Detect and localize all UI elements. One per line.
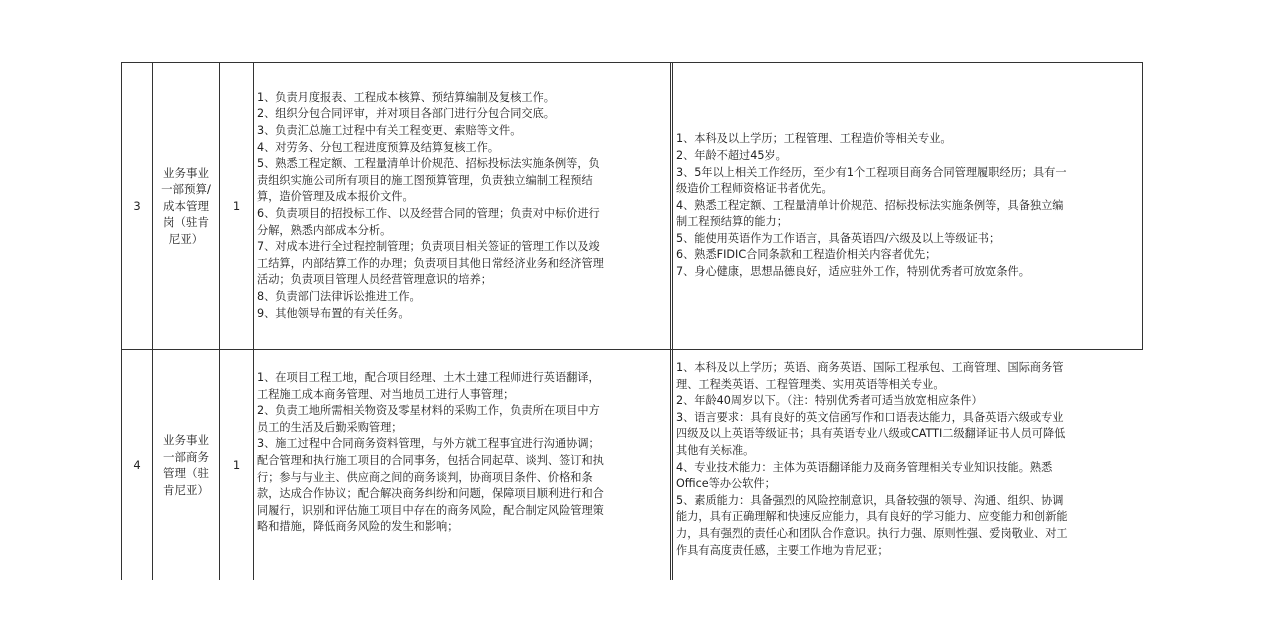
- row-number: 4: [133, 458, 141, 472]
- position-title: 业务事业 一部商务 管理（驻 肯尼亚）: [163, 433, 209, 497]
- col-border: [253, 62, 254, 580]
- table-row-4-count: [220, 350, 253, 580]
- row-number: 3: [133, 199, 141, 213]
- job-duties: 1、在项目工程工地，配合项目经理、土木土建工程师进行英语翻译， 工程施工成本商务管理、对当地员工进行人事管理； 2、负责工地所需相关物资及零星材料的采购工作，负责所在项目中方 员工的生活及后勤采购管理； 3、施工过程中合同商务资料管理，与外方就工程事宜进行沟通协调； 配合管理和执行施工项目的合同事务，包括合同起草、谈判、签订和执 行；参与与业主、供应商之间的商务谈判，协商项目条件、价格和条 款，达成合作协议；配合解决商务纠纷和问题，保障项目顺利进行和合 同履行，识别和评估施工项目中存在的商务风险，配合制定风险管理策 略和措施，降低商务风险的发生和影响；: [257, 371, 604, 534]
- table-row-3-requirements: [676, 63, 1138, 349]
- headcount: 1: [232, 199, 241, 213]
- col-border: [672, 62, 673, 580]
- col-border: [1142, 62, 1143, 349]
- table-row-4-duties: [257, 350, 669, 580]
- table-row-4-no: [122, 350, 152, 580]
- table-row-4-requirements: [676, 350, 1138, 580]
- headcount: 1: [232, 458, 241, 472]
- job-requirements: 1、本科及以上学历；英语、商务英语、国际工程承包、工商管理、国际商务管 理、工程类英语、工程管理类、实用英语等相关专业。 2、年龄40周岁以下。（注：特别优秀者可适当放宽相应条件） 3、语言要求：具有良好的英文信函写作和口语表达能力，具备英语六级或专业 四级及以上英语等级证书；具有英语专业八级或CATTI二级翻译证书人员可降低 其他有关标准。 4、专业技术能力：主体为英语翻译能力及商务管理相关专业知识技能。熟悉 Office等办公软件； 5、素质能力：具备强烈的风险控制意识，具备较强的领导、沟通、组织、协调 能力，具有正确理解和快速反应能力，具有良好的学习能力、应变能力和创新能 力，具有强烈的责任心和团队合作意识。执行力强、原则性强、爱岗敬业、对工 作具有高度责任感，主要工作地为肯尼亚；: [676, 361, 1068, 557]
- job-requirements: 1、本科及以上学历；工程管理、工程造价等相关专业。 2、年龄不超过45岁。 3、5年以上相关工作经历，至少有1个工程项目商务合同管理履职经历；具有一 级造价工程师资格证书者优先。 4、熟悉工程定额、工程量清单计价规范、招标投标法实施条例等，具备独立编 制工程预结算的能力； 5、能使用英语作为工作语言，具备英语四/六级及以上等级证书； 6、熟悉FIDIC合同条款和工程造价相关内容者优先； 7、身心健康，思想品德良好，适应驻外工作，特别优秀者可放宽条件。: [676, 132, 1067, 279]
- position-title: 业务事业 一部预算/ 成本管理 岗（驻肯 尼亚）: [161, 165, 211, 246]
- table-row-3-count: [220, 63, 253, 349]
- job-duties: 1、负责月度报表、工程成本核算、预结算编制及复核工作。 2、组织分包合同评审，并对项目各部门进行分包合同交底。 3、负责汇总施工过程中有关工程变更、索赔等文件。 4、对劳务、分包工程进度预算及结算复核工作。 5、熟悉工程定额、工程量清单计价规范、招标投标法实施条例等，负 责组织实施公司所有项目的施工图预算管理，负责独立编制工程预结 算，造价管理及成本报价文件。 6、负责项目的招投标工作、以及经营合同的管理；负责对中标价进行 分解，熟悉内部成本分析。 7、对成本进行全过程控制管理；负责项目相关签证的管理工作以及竣 工结算，内部结算工作的办理；负责项目其他日常经济业务和经济管理 活动；负责项目管理人员经营管理意识的培养； 8、负责部门法律诉讼推进工作。 9、其他领导布置的有关任务。: [257, 90, 604, 320]
- job-table: [121, 62, 1143, 580]
- table-row-4-position: [153, 350, 219, 580]
- table-row-3-no: [122, 63, 152, 349]
- col-border: [670, 62, 671, 580]
- table-row-3-position: [153, 63, 219, 349]
- table-row-3-duties: [257, 63, 669, 349]
